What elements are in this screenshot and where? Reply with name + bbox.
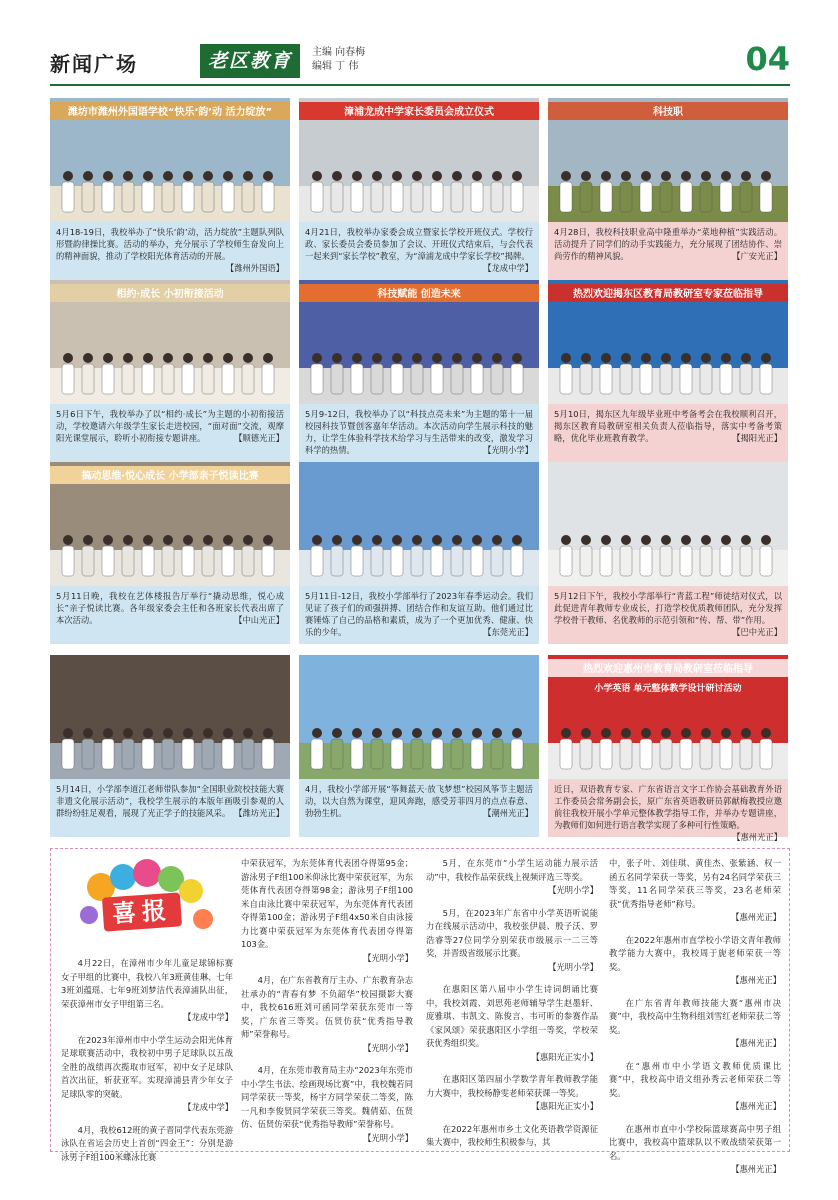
photo-caption <box>548 779 788 842</box>
bulletin-item-text: 中荣获冠军，为东莞体育代表团夺得第95金；游泳男子F组100米仰泳比赛中荣获冠军，为东莞体育代表团夺得第98金；游泳男子F组100米自由泳比赛中荣获冠军，为东莞体育代表团夺得第100金；游泳男子F组4x50米自由泳接力比赛中荣获冠军为东莞体育代表团夺得第103金。 <box>241 858 413 949</box>
photo-banner-text: 搞动思维·悦心成长 小学部亲子悦读比赛 <box>81 471 259 482</box>
bulletin-item <box>426 1073 598 1114</box>
bulletin-source-tag: 【光明小学】 <box>548 961 598 972</box>
bulletin-column-4 <box>609 857 781 1186</box>
photo-banner-text: 热烈欢迎揭东区教育局教研室专家莅临指导 <box>573 289 763 300</box>
bulletin-item-text: 中，张子叶、刘佳琪、黄佳杰、张紫涵、权一函五名同学荣获一等奖，另有24名同学荣获三等奖，11名同学荣获三等奖，23名老师荣获“优秀指导老师”称号。 <box>609 858 781 909</box>
photo-banner-text: 科技职 <box>653 107 683 118</box>
bulletin-item-text: 在2022年惠州市乡土文化英语教学资源征集大赛中，我校师生积极参与，其 <box>426 1123 598 1147</box>
caption-text: 5月6日下午，我校举办了以“相约·成长”为主题的小初衔接活动，学校邀请六年级学生家长走进校园，“面对面”交流，观摩阳光课堂展示，聆听小初衔接专题讲座。 <box>56 409 284 443</box>
event-photo <box>548 655 788 779</box>
photo-caption <box>50 404 290 462</box>
event-photo <box>50 462 290 586</box>
caption-text: 近日，双语教育专家、广东省语言文字工作协会基础教育外语工作委员会常务副会长，原广东省英语教研员郭献梅教授应邀前往我校开展小学单元整体教学指导工作，并举办专题讲座，为教师们如何进行语言教学实现了多种可行性策略。 <box>554 784 782 830</box>
photo-banner-text: 科技赋能 创造未来 <box>377 289 461 300</box>
caption-text: 4月18-19日，我校举办了“快乐‘韵’动，活力绽放”主题队列队形暨韵律操比赛。活动的举办，充分展示了学校师生奋发向上的精神面貌，推动了学校阳光体育活动的开展。 <box>56 227 284 261</box>
caption-text: 4月28日，我校科技职业高中隆重举办“菜地种植”实践活动。活动提升了同学们的动手实践能力，充分展现了团结协作、崇尚劳作的精神风貌。 <box>554 227 782 261</box>
bulletin-source-tag: 【惠州光正】 <box>731 1038 781 1048</box>
bulletin-item <box>609 997 781 1051</box>
xibao-graphic <box>61 857 233 957</box>
bulletin-item-text: 5月，在东莞市“小学生运动能力展示活动”中，我校作品荣获线上视频评选三等奖。 <box>426 858 598 882</box>
bulletin-source-tag: 【惠阳光正实小】 <box>531 1051 598 1062</box>
chief-editor: 主编 向春梅 <box>312 47 366 58</box>
photo-banner-text: 相约·成长 小初衔接活动 <box>116 289 224 300</box>
photo-caption <box>299 586 539 644</box>
bulletin-item <box>426 983 598 1064</box>
bulletin-item <box>426 857 598 898</box>
bulletin-item-text: 在广东省青年教师技能大赛“惠州市决赛”中，我校高中生物科组刘雪红老师荣获二等奖。 <box>609 997 781 1035</box>
bulletin-source-tag: 【惠州光正】 <box>731 1101 781 1111</box>
caption-text: 4月21日，我校举办家委会成立暨家长学校开班仪式。学校行政、家长委员会委员参加了会议、开班仪式结束后，与会代表一起来到“家长学校”教室，为“漳浦龙成中学家长学校”揭牌。 <box>305 227 533 261</box>
newspaper-logo: 老区教育 <box>200 44 300 78</box>
page-header <box>50 40 790 88</box>
event-photo <box>299 655 539 779</box>
caption-source-tag: 【东莞光正】 <box>483 627 533 637</box>
caption-text: 5月11日-12日，我校小学部举行了2023年春季运动会。我们见证了孩子们的顽强拼搏、团结合作和友谊互助。他们通过比赛锤炼了自己的品格和素质，成为了一个更加优秀、健康、快乐的少年。 <box>305 591 533 637</box>
bulletin-source-tag: 【光明小学】 <box>363 1042 413 1053</box>
bulletin-item <box>241 1064 413 1145</box>
caption-source-tag: 【光明小学】 <box>483 445 533 455</box>
caption-source-tag: 【潍州外国语】 <box>225 263 284 273</box>
bulletin-item-text: 在惠州市直中小学校际篮球赛高中男子组比赛中，我校高中篮球队以不败战绩荣获第一名。 <box>609 1123 781 1161</box>
bulletin-item-text: 4月，我校612班的黄子晋同学代表东莞游泳队在省运会历史上首创“四金王”：分别是游泳男子F组100米蝶泳比赛 <box>61 1124 233 1162</box>
caption-text: 5月10日，揭东区九年级毕业班中考备考会在我校顺利召开，揭东区教育局教研室相关负责人莅临指导，落实中考备考策略，优化毕业班教育教学。 <box>554 409 782 443</box>
caption-text: 5月14日，小学部李道江老师带队参加“全国职业院校技能大赛非遗文化展示活动”，我校学生展示的本版年画吸引参观的人群纷纷驻足观看，展现了光正学子的技能风采。 <box>56 784 284 818</box>
bulletin-source-tag: 【惠州光正】 <box>731 1164 781 1174</box>
bulletin-item <box>609 934 781 988</box>
caption-source-tag: 【龙成中学】 <box>483 263 533 273</box>
event-photo <box>548 462 788 586</box>
editor: 编辑 丁 伟 <box>312 61 359 72</box>
caption-source-tag: 【中山光正】 <box>234 615 284 625</box>
event-photo <box>299 280 539 404</box>
bulletin-source-tag: 【光明小学】 <box>548 885 598 895</box>
bulletin-heading: 喜报 <box>102 892 182 931</box>
bulletin-source-tag: 【惠州光正】 <box>731 975 781 985</box>
bulletin-item <box>609 1060 781 1114</box>
bulletin-item-text: 在“惠州市中小学语文教师优质课比赛”中，我校高中语文组孙秀云老师荣获二等奖。 <box>609 1060 781 1098</box>
bulletin-item <box>609 857 781 925</box>
bulletin-source-tag: 【光明小学】 <box>363 1132 413 1143</box>
bulletin-item <box>61 957 233 1025</box>
photo-banner-text: 热烈欢迎惠州市教育局教研室莅临指导 <box>583 664 753 675</box>
event-photo <box>50 98 290 222</box>
bulletin-item <box>426 907 598 975</box>
bulletin-item <box>609 1123 781 1177</box>
bulletin-source-tag: 【龙成中学】 <box>183 1012 233 1022</box>
caption-source-tag: 【潮州光正】 <box>483 808 533 818</box>
caption-source-tag: 【潍坊光正】 <box>234 808 284 818</box>
photo-caption <box>50 222 290 280</box>
bulletin-item-text: 5月，在2023年广东省中小学英语听说能力在线展示活动中，我校张伊晨、殷子沃、罗浩睿等27位同学分别荣获市级展示一二三等奖，并晋级省级展示比赛。 <box>426 907 598 958</box>
bulletin-item <box>61 1124 233 1165</box>
caption-text: 4月，我校小学部开展“筝舞蓝天·放飞梦想”校园风筝节主题活动，以大自然为课堂，迎风奔跑，感受芳菲四月的点点春意、勃勃生机。 <box>305 784 533 818</box>
bulletin-item <box>61 1034 233 1115</box>
event-photo <box>548 280 788 404</box>
photo-banner-text: 潍坊市潍州外国语学校“快乐‘韵’动 活力绽放” <box>67 107 273 118</box>
bulletin-column-2 <box>241 857 413 1154</box>
bulletin-item-text: 在惠阳区第八届中小学生诗词朗诵比赛中，我校刘霞、刘思苑老师辅导学生赵墨轩、庞雅琪、韦凯文、陈俊言、韦可昕的参赛作品《家风颂》荣获惠阳区小学组一等奖，学校荣获优秀组织奖。 <box>426 984 598 1048</box>
event-photo <box>50 280 290 404</box>
editor-credits <box>312 46 365 74</box>
honor-bulletin <box>50 848 790 1174</box>
bulletin-item-text: 在2023年漳州市中小学生运动会阳光体育足球联赛活动中，我校初中男子足球队以五战全胜的战绩再次揽取市冠军，初中女子足球队首次出征，斩获亚军。实现漳浦县青少年女子足球队零的突破。 <box>61 1034 233 1099</box>
bulletin-source-tag: 【惠州光正】 <box>731 912 781 922</box>
bulletin-item <box>426 1123 598 1150</box>
caption-source-tag: 【广安光正】 <box>732 251 782 261</box>
photo-caption <box>299 779 539 837</box>
page-number: 04 <box>745 40 790 78</box>
photo-caption <box>299 222 539 280</box>
photo-banner-text: 漳浦龙成中学家长委员会成立仪式 <box>344 107 494 118</box>
header-rule <box>50 84 790 86</box>
bulletin-item-text: 4月，在广东省教育厅主办、广东教育杂志社承办的“青春有梦 不负韶华”校园摄影大赛中，我校616班刘可函同学荣获东莞市一等奖，广东省三等奖。伍贤仿获“优秀指导教师”荣誉称号。 <box>241 975 413 1039</box>
photo-banner-text-2: 小学英语 单元整体教学设计研讨活动 <box>594 684 742 694</box>
bulletin-column-1 <box>61 857 233 1173</box>
photo-caption <box>299 404 539 462</box>
photo-caption <box>50 586 290 644</box>
caption-text: 5月11日晚，我校在艺体楼报告厅举行“撬动思维，悦心成长”亲子悦读比赛。各年级家委会主任和各班家长代表出席了本次活动。 <box>56 591 284 625</box>
bulletin-item-text: 在2022年惠州市直学校小学语文青年教师教学能力大赛中，我校周于旎老师荣获一等奖。 <box>609 934 781 972</box>
photo-caption <box>548 222 788 280</box>
bulletin-item-text: 4月，在东莞市教育局主办“2023年东莞市中小学生书法、绘画现场比赛”中，我校魏若同同学荣获一等奖，杨宇方同学荣获二等奖，陈一凡和李俊贤同学荣获三等奖。魏倩茹、伍贤仿、伍贤仿荣获“优秀指导教师”荣誉称号。 <box>241 1065 413 1129</box>
bulletin-item <box>241 974 413 1055</box>
caption-text: 5月9-12日，我校举办了以“科技点亮未来”为主题的第十一届校园科技节暨创客嘉年华活动。本次活动向学生展示科技的魅力，让学生体验科学技术给学习与生活带来的改变，激发学习科学的热情。 <box>305 409 533 455</box>
bulletin-source-tag: 【光明小学】 <box>363 952 413 963</box>
caption-source-tag: 【揭阳光正】 <box>732 433 782 443</box>
caption-source-tag: 【惠州光正】 <box>732 832 782 842</box>
event-photo <box>299 462 539 586</box>
bulletin-column-3 <box>426 857 598 1159</box>
photo-caption <box>548 404 788 462</box>
caption-source-tag: 【顺德光正】 <box>234 433 284 443</box>
caption-source-tag: 【巴中光正】 <box>732 627 782 637</box>
event-photo <box>50 655 290 779</box>
caption-text: 5月12日下午，我校小学部举行“青蓝工程”师徒结对仪式，以此促进青年教师专业成长，打造学校优质教师团队，充分发挥学校骨干教师、名优教师的示范引领和“传、帮、带”作用。 <box>554 591 782 625</box>
bulletin-item-text: 在惠阳区第四届小学数学青年教师教学能力大赛中，我校杨静雯老师荣获课一等奖。 <box>426 1074 598 1098</box>
bulletin-source-tag: 【龙成中学】 <box>183 1102 233 1112</box>
section-title: 新闻广场 <box>50 52 138 76</box>
bulletin-item-text: 4月22日，在漳州市少年儿童足球锦标赛女子甲组的比赛中，我校八年3班黄佳琳、七年3班刘蕴瑶、七年9班刘梦洁代表漳浦队出征，荣获漳州市女子甲组第三名。 <box>61 958 233 1009</box>
event-photo <box>548 98 788 222</box>
photo-caption <box>50 779 290 837</box>
bulletin-source-tag: 【惠阳光正实小】 <box>531 1101 598 1111</box>
photo-caption <box>548 586 788 644</box>
bulletin-item <box>241 857 413 965</box>
event-photo <box>299 98 539 222</box>
